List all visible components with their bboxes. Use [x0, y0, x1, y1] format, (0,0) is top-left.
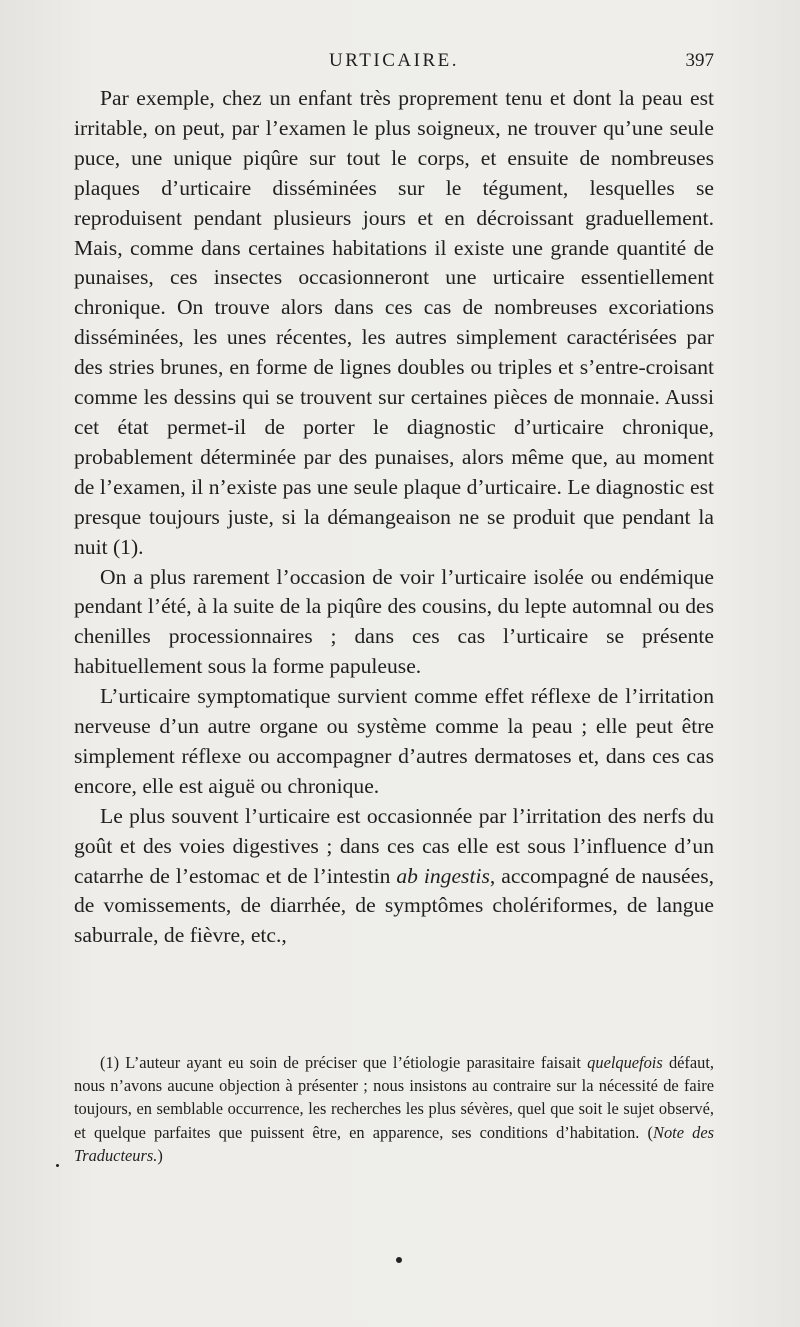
footnote: [74, 1051, 714, 1167]
paragraph-4-after: , accompagné de nausées, de vomissements, de diarrhée, de symptômes cholériformes, de langue saburrale, de fièvre, etc.,: [74, 863, 714, 948]
footnote-italic-1: quelquefois: [587, 1053, 663, 1072]
ink-speck: [396, 1257, 402, 1263]
footnote-part-2: défaut, nous n’avons aucune objection à présenter ; nous insistons au contraire sur la nécessité de faire toujours, en semblable occurrence, les recherches les plus sévères, quel que soit le sujet observé, et quelque parfaites que puissent être, en apparence, ses conditions d’habitation. (: [74, 1053, 714, 1142]
paragraph-4: [74, 802, 714, 952]
paragraph-2: On a plus rarement l’occasion de voir l’urticaire isolée ou endémique pendant l’été, à la suite de la piqûre des cousins, du lepte automnal ou des chenilles processionnaires ; dans ces cas l’urticaire se présente habituellement sous la forme papuleuse.: [74, 564, 714, 679]
paragraph-1: Par exemple, chez un enfant très proprement tenu et dont la peau est irritable, on peut, par l’examen le plus soigneux, ne trouver qu’une seule puce, une unique piqûre sur tout le corps, et ensuite de nombreuses plaques d’urticaire disséminées sur le tégument, lesquelles se reproduisent pendant plusieurs jours et en décroissant graduellement. Mais, comme dans certaines habitations il existe une grande quantité de punaises, ces insectes occasionneront une urticaire essentiellement chronique. On trouve alors dans ces cas de nombreuses excoriations disséminées, les unes récentes, les autres simplement caractérisées par des stries brunes, en forme de lignes doubles ou triples et s’entre-croisant comme les dessins qui se trouvent sur certaines pièces de monnaie. Aussi cet état permet-il de porter le diagnostic d’urticaire chronique, probablement déterminée par des punaises, alors même que, au moment de l’examen, il n’existe pas une seule plaque d’urticaire. Le diagnostic est presque toujours juste, si la démangeaison ne se produit que pendant la nuit (1).: [74, 86, 714, 559]
running-head: [74, 48, 714, 74]
ink-speck-small: [56, 1164, 59, 1167]
footnote-italic-2: Note des Traducteurs.: [74, 1122, 714, 1165]
body-text: [74, 84, 714, 951]
paragraph-4-emphasis: ab ingestis: [396, 863, 490, 888]
running-title: URTICAIRE.: [329, 50, 459, 71]
footnote-part-3: ): [157, 1145, 163, 1165]
page-number: 397: [685, 50, 714, 71]
footnote-text: [74, 1051, 714, 1167]
paragraph-4-before: Le plus souvent l’urticaire est occasionnée par l’irritation des nerfs du goût et des voies digestives ; dans ces cas elle est sous l’influence d’un catarrhe de l’estomac et de l’intestin: [74, 803, 714, 888]
footnote-part-1: (1) L’auteur ayant eu soin de préciser que l’étiologie parasitaire faisait: [100, 1053, 588, 1072]
paragraph-3: L’urticaire symptomatique survient comme effet réflexe de l’irritation nerveuse d’un autre organe ou système comme la peau ; elle peut être simplement réflexe ou accompagner d’autres dermatoses et, dans ces cas encore, elle est aiguë ou chronique.: [74, 684, 714, 798]
